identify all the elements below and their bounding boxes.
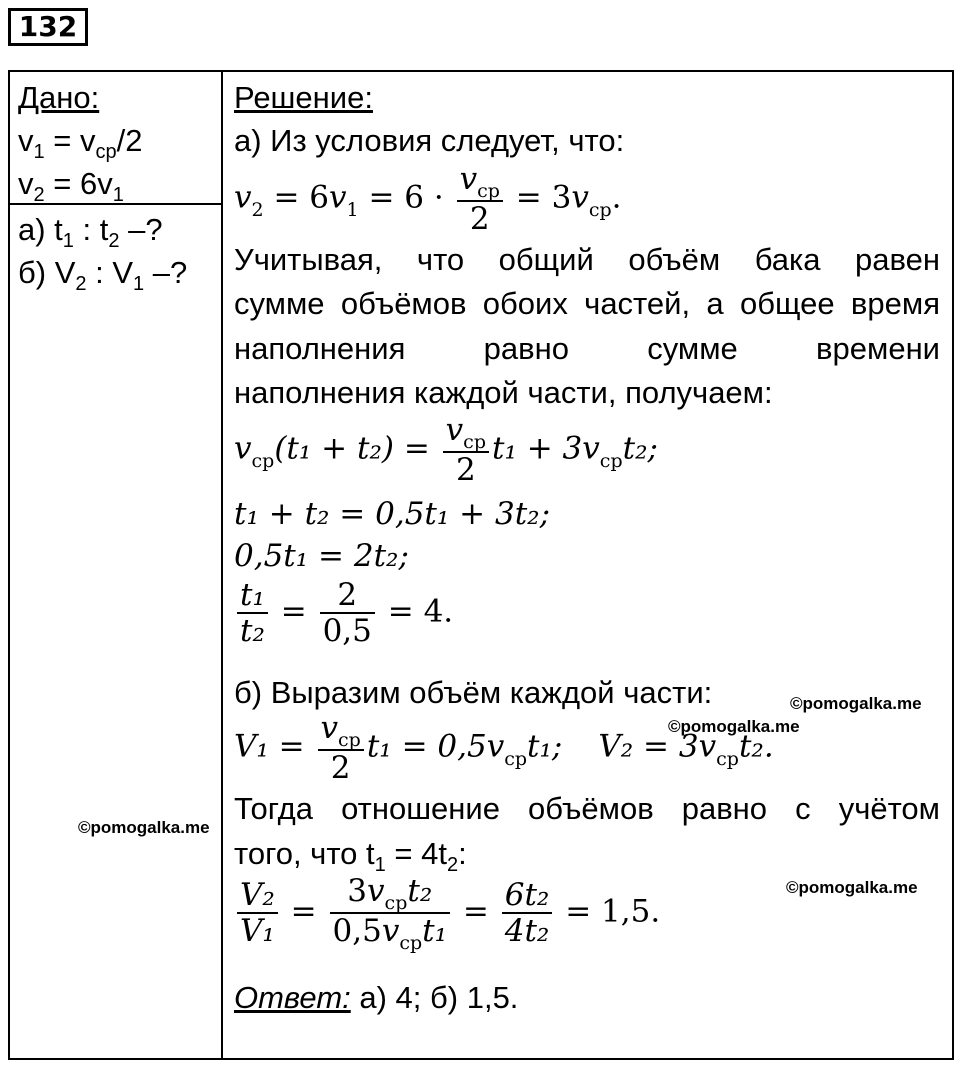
paragraph-line-2: сумме объёмов обоих частей, а общее время	[234, 286, 940, 321]
solution-heading: Решение:	[234, 80, 373, 115]
answer-label: Ответ:	[234, 980, 351, 1015]
watermark: ©pomogalka.me	[786, 878, 918, 897]
given-line-1: $v_1 = v_{ср}/2$	[18, 123, 143, 163]
column-divider	[221, 70, 223, 1060]
fraction: $\frac{\text{6t₂}}{\text{4t₂}}$	[502, 878, 553, 948]
fraction: $\frac{v_{ср}}{2}$	[318, 711, 364, 785]
answer	[234, 980, 518, 1016]
part-a-intro: а) Из условия следует, что:	[234, 123, 625, 158]
fraction: $\frac{\text{t₁}}{\text{t₂}}$	[237, 578, 268, 648]
watermark: ©pomogalka.me	[668, 717, 800, 736]
equation-3: t₁ + t₂ = 0,5t₁ + 3t₂;	[234, 496, 551, 532]
fraction: $\frac{3v_{ср}t_2}{0,5v_{ср}t_1}$	[330, 874, 451, 952]
answer-text: а) 4; б) 1,5.	[350, 980, 519, 1015]
paragraph-line-3: наполнения равно сумме времени	[234, 331, 940, 366]
fraction: $\frac{v_{ср}}{2}$	[457, 162, 503, 236]
equation-2: $v_{ср}(t_1 + t_2)$ = $\frac{v_{ср}}{2}$ $t_1 + 3v_{ср}t_2$;	[234, 412, 658, 488]
equation-5: $\frac{\text{t₁}}{\text{t₂}}$ = $\frac{2}{0,5}$ = 4.	[234, 578, 453, 648]
find-a: а) $t_1$ : $t_2$ –?	[18, 212, 163, 252]
fraction: $\frac{2}{0,5}$	[320, 578, 375, 648]
paragraph2-line-2: того, что $t_1 = 4t_2$:	[234, 836, 467, 876]
problem-number: 132	[8, 8, 88, 46]
find-b: б) $V_2$ : $V_1$ –?	[18, 255, 188, 295]
paragraph2-line-1: Тогда отношение объёмов равно с учётом	[234, 791, 940, 826]
paragraph-line-4: наполнения каждой части, получаем:	[234, 375, 773, 410]
equation-6: V₁ = $\frac{v_{ср}}{2}$ $t_1 = 0,5v_{ср}t_1$; $V_2 = 3v_{ср}t_2$.	[234, 710, 774, 786]
watermark: ©pomogalka.me	[78, 818, 210, 837]
given-line-2: $v_2 = 6v_1$	[18, 166, 124, 206]
paragraph-line-1: Учитывая, что общий объём бака равен	[234, 242, 940, 277]
watermark: ©pomogalka.me	[790, 694, 922, 713]
equation-7: $\frac{\text{V₂}}{\text{V₁}}$ = $\frac{3v_{ср}t_2}{0,5v_{ср}t_1}$ = $\frac{\text{6t₂}}{\text{4t₂}}$ = 1,5.	[234, 874, 660, 952]
fraction: $\frac{\text{V₂}}{\text{V₁}}$	[237, 878, 278, 948]
equation-4: 0,5t₁ = 2t₂;	[234, 538, 409, 574]
given-heading: Дано:	[18, 80, 100, 115]
equation-1: $v_2 = 6v_1 = 6$ · $\frac{v_{ср}}{2}$ = $3v_{ср}$.	[234, 161, 622, 237]
fraction: $\frac{v_{ср}}{2}$	[443, 413, 489, 487]
part-b-intro: б) Выразим объём каждой части:	[234, 675, 713, 710]
